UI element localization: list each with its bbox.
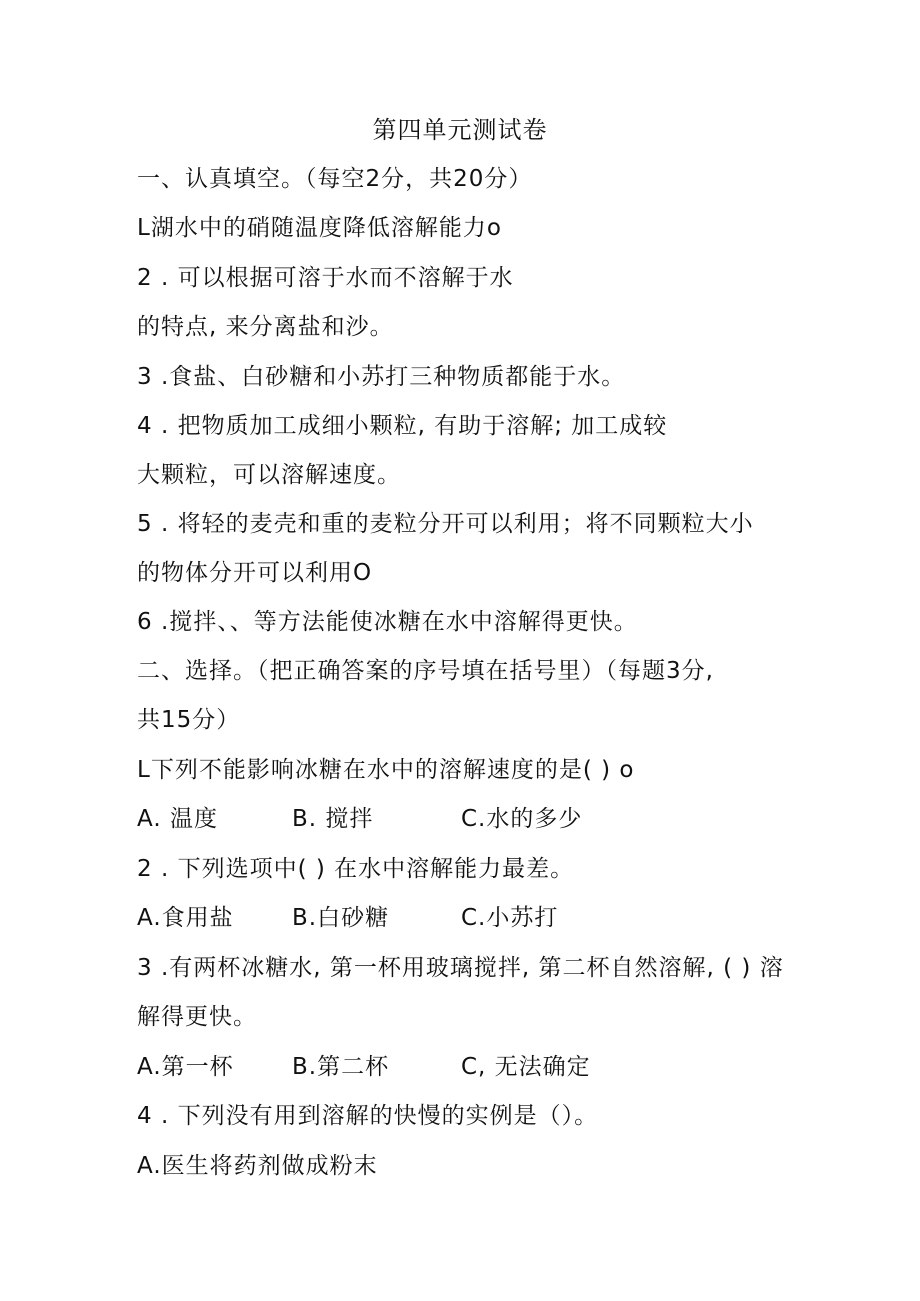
fill-question-2-line1: 2 . 可以根据可溶于水而不溶解于水	[137, 265, 514, 291]
choice-question-3-line2: 解得更快。	[137, 1004, 257, 1030]
choice-q3-option-a: A.第一杯	[137, 1054, 234, 1080]
section1-heading: 一、认真填空。（每空2分，共20分）	[137, 166, 533, 192]
choice-question-4: 4 . 下列没有用到溶解的快慢的实例是（）。	[137, 1103, 599, 1129]
section2-heading-line2: 共15分）	[137, 707, 241, 733]
choice-q2-option-a: A.食用盐	[137, 905, 234, 931]
page-title: 第四单元测试卷	[372, 116, 548, 144]
choice-q3-option-b: B.第二杯	[292, 1054, 390, 1080]
choice-q3-option-c: C, 无法确定	[461, 1054, 591, 1080]
fill-question-6: 6 .搅拌、、等方法能使冰糖在水中溶解得更快。	[137, 609, 638, 635]
choice-q4-option-a: A.医生将药剂做成粉末	[137, 1153, 378, 1179]
fill-question-1: L湖水中的硝随温度降低溶解能力o	[137, 215, 502, 241]
choice-question-2: 2 . 下列选项中( ) 在水中溶解能力最差。	[137, 856, 575, 882]
choice-q2-option-c: C.小苏打	[461, 905, 559, 931]
choice-question-1: L下列不能影响冰糖在水中的溶解速度的是( ) o	[137, 757, 635, 783]
fill-question-3: 3 .食盐、白砂糖和小苏打三种物质都能于水。	[137, 364, 626, 390]
choice-q1-option-c: C.水的多少	[461, 806, 583, 832]
choice-q1-option-b: B. 搅拌	[292, 806, 374, 832]
fill-question-5-line1: 5 . 将轻的麦壳和重的麦粒分开可以利用；将不同颗粒大小	[137, 511, 754, 537]
choice-q1-option-a: A. 温度	[137, 806, 218, 832]
fill-question-2-line2: 的特点, 来分离盐和沙。	[137, 314, 394, 340]
choice-question-3-line1: 3 .有两杯冰糖水, 第一杯用玻璃搅拌, 第二杯自然溶解, ( ) 溶	[137, 955, 784, 981]
choice-q2-option-b: B.白砂糖	[292, 905, 390, 931]
fill-question-4-line1: 4 . 把物质加工成细小颗粒, 有助于溶解; 加工成较	[137, 413, 668, 439]
section2-heading-line1: 二、选择。（把正确答案的序号填在括号里）（每题3分,	[137, 658, 714, 684]
fill-question-4-line2: 大颗粒，可以溶解速度。	[137, 462, 401, 488]
fill-question-5-line2: 的物体分开可以利用O	[137, 560, 373, 586]
